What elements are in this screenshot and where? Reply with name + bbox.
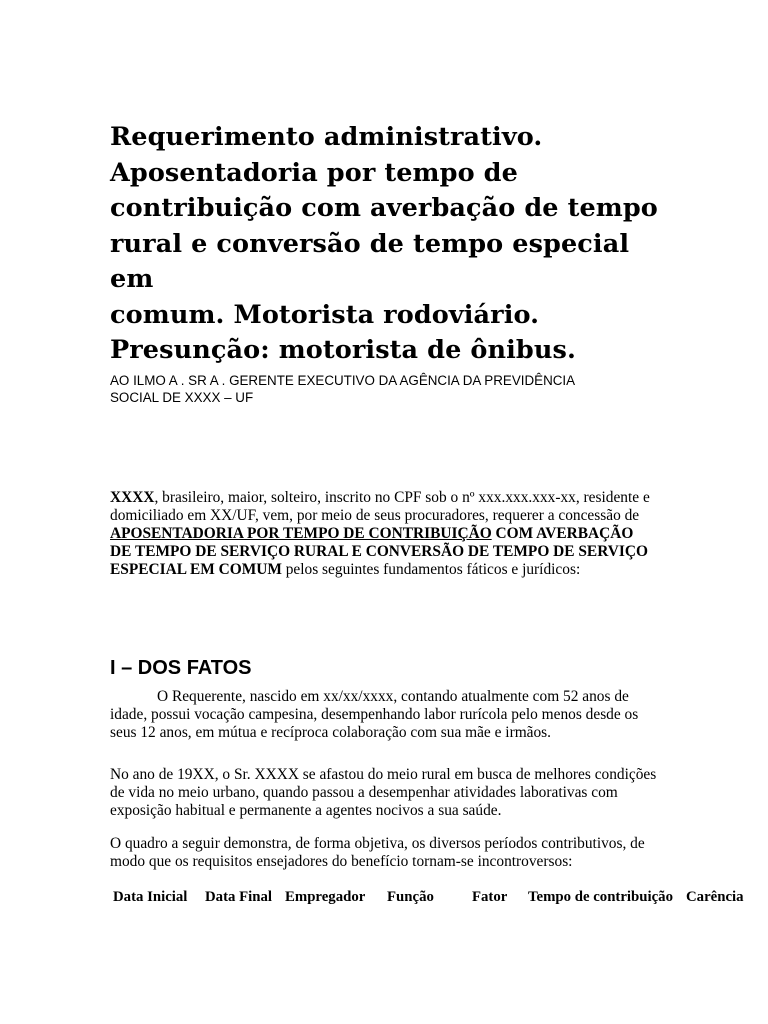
paragraph: No ano de 19XX, o Sr. XXXX se afastou do meio rural em busca de melhores condições de vida no meio urbano, quando passou a desempenhar atividades laborativas com exposição habitual e permanente a agentes nocivos a sua saúde. bbox=[110, 766, 657, 819]
title-line: Requerimento administrativo. bbox=[110, 122, 543, 152]
intro-paragraph bbox=[110, 489, 658, 579]
title-line: contribuição com averbação de tempo bbox=[110, 193, 658, 223]
title-line: rural e conversão de tempo especial em bbox=[110, 228, 630, 294]
addressee-block bbox=[110, 372, 670, 406]
paragraph bbox=[110, 688, 660, 742]
contribution-table-header bbox=[0, 889, 768, 909]
benefit-rest: COM AVERBAÇÃO DE TEMPO DE SERVIÇO RURAL E CONVERSÃO DE TEMPO DE SERVIÇO ESPECIAL EM COMUM bbox=[110, 525, 648, 578]
paragraph-text: O Requerente, nascido em xx/xx/xxxx, contando atualmente com 52 anos de idade, possui vocação campesina, desempenhando labor rurícola pelo menos desde os seus 12 anos, em mútua e recíproca colaboração com sua mãe e irmãos. bbox=[110, 688, 639, 741]
benefit-underlined: APOSENTADORIA POR TEMPO DE CONTRIBUIÇÃO bbox=[110, 525, 492, 542]
column-header-data-final: Data Final bbox=[205, 889, 272, 905]
title-line: comum. Motorista rodoviário. bbox=[110, 299, 540, 330]
column-header-funcao: Função bbox=[387, 889, 434, 905]
title-line: Aposentadoria por tempo de bbox=[110, 157, 518, 188]
column-header-empregador: Empregador bbox=[285, 889, 366, 905]
intro-text: , brasileiro, maior, solteiro, inscrito no CPF sob o nº xxx.xxx.xxx-xx, residente e domiciliado em XX/UF, vem, por meio de seus procuradores, requerer a concessão de bbox=[110, 489, 650, 524]
column-header-data-inicial: Data Inicial bbox=[113, 889, 188, 905]
column-header-carencia: Carência bbox=[686, 889, 744, 905]
document-title bbox=[110, 120, 658, 369]
paragraph: O quadro a seguir demonstra, de forma objetiva, os diversos períodos contributivos, de modo que os requisitos ensejadores do benefício tornam-se incontroversos: bbox=[110, 835, 645, 870]
addressee-line: SOCIAL DE XXXX – UF bbox=[110, 390, 254, 405]
intro-text-end: pelos seguintes fundamentos fáticos e jurídicos: bbox=[281, 561, 581, 578]
addressee-line: AO ILMO A . SR A . GERENTE EXECUTIVO DA AGÊNCIA DA PREVIDÊNCIA bbox=[110, 373, 576, 388]
requester-name: XXXX bbox=[110, 489, 155, 506]
column-header-tempo-contribuicao: Tempo de contribuição bbox=[528, 889, 673, 905]
title-line: Presunção: motorista de ônibus. bbox=[110, 335, 576, 365]
section-heading: I – DOS FATOS bbox=[110, 657, 252, 679]
column-header-fator: Fator bbox=[472, 889, 508, 905]
